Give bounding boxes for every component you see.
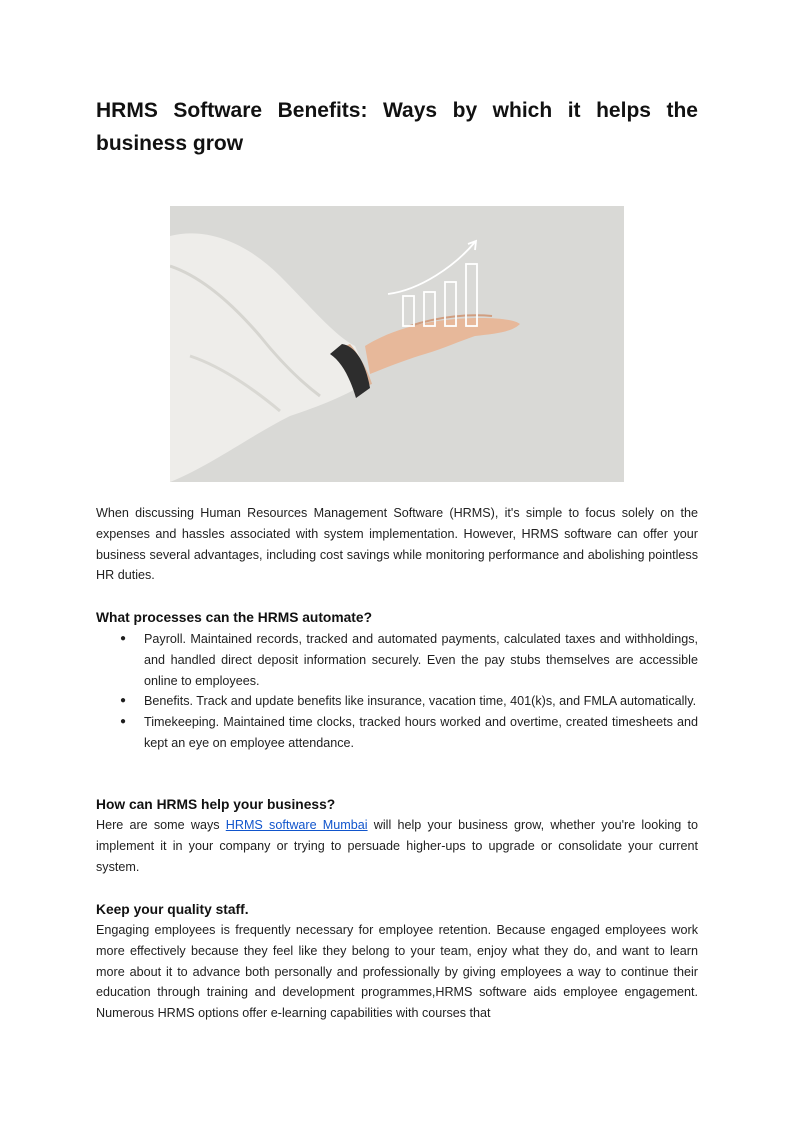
- staff-paragraph: Engaging employees is frequently necessary for employee retention. Because engaged employees work more effectively because they feel like they belong to your team, enjoy what they do, and want to learn more about it to advance both personally and professionally by giving employees a way to continue their education through training and development programmes,HRMS software aids employee engagement. Numerous HRMS options offer e-learning capabilities with courses that: [96, 923, 698, 1021]
- hrms-software-mumbai-link[interactable]: HRMS software Mumbai: [225, 818, 368, 832]
- business-text-start: Here are some ways: [96, 818, 226, 832]
- list-item: [96, 629, 698, 691]
- staff-section: [96, 899, 698, 1024]
- document-title: HRMS Software Benefits: Ways by which it helps the business grow: [96, 99, 698, 155]
- processes-heading: What processes can the HRMS automate?: [96, 610, 372, 625]
- hand-growth-chart-photo: [170, 206, 624, 482]
- staff-heading: Keep your quality staff.: [96, 902, 249, 917]
- intro-paragraph: When discussing Human Resources Management Software (HRMS), it's simple to focus solely on the expenses and hassles associated with system implementation. However, HRMS software can offer your business several advantages, including cost savings while monitoring performance and abolishing pointless HR duties.: [96, 506, 698, 583]
- intro-section: [96, 503, 698, 586]
- business-heading: How can HRMS help your business?: [96, 797, 336, 812]
- processes-section: [96, 607, 698, 754]
- business-section: [96, 794, 698, 877]
- list-item-text: Benefits. Track and update benefits like insurance, vacation time, 401(k)s, and FMLA automatically.: [144, 694, 697, 709]
- hero-image: [170, 206, 624, 482]
- processes-list: [96, 629, 698, 754]
- list-item-text: Payroll. Maintained records, tracked and automated payments, calculated taxes and withholdings, and handled direct deposit information securely. Even the pay stubs themselves are accessible online to employees.: [144, 632, 698, 688]
- list-item: [96, 712, 698, 754]
- bullet-icon: ●: [120, 695, 127, 707]
- bullet-icon: ●: [120, 716, 127, 728]
- business-text-end: will help your business grow, whether you're looking to implement it in your company or trying to persuade higher-ups to upgrade or consolidate your current system.: [96, 818, 699, 874]
- list-item: [96, 691, 698, 712]
- list-item-text: Timekeeping. Maintained time clocks, tracked hours worked and overtime, created timesheets and kept an eye on employee attendance.: [144, 715, 698, 750]
- business-paragraph: [96, 815, 698, 877]
- bullet-icon: ●: [120, 633, 127, 644]
